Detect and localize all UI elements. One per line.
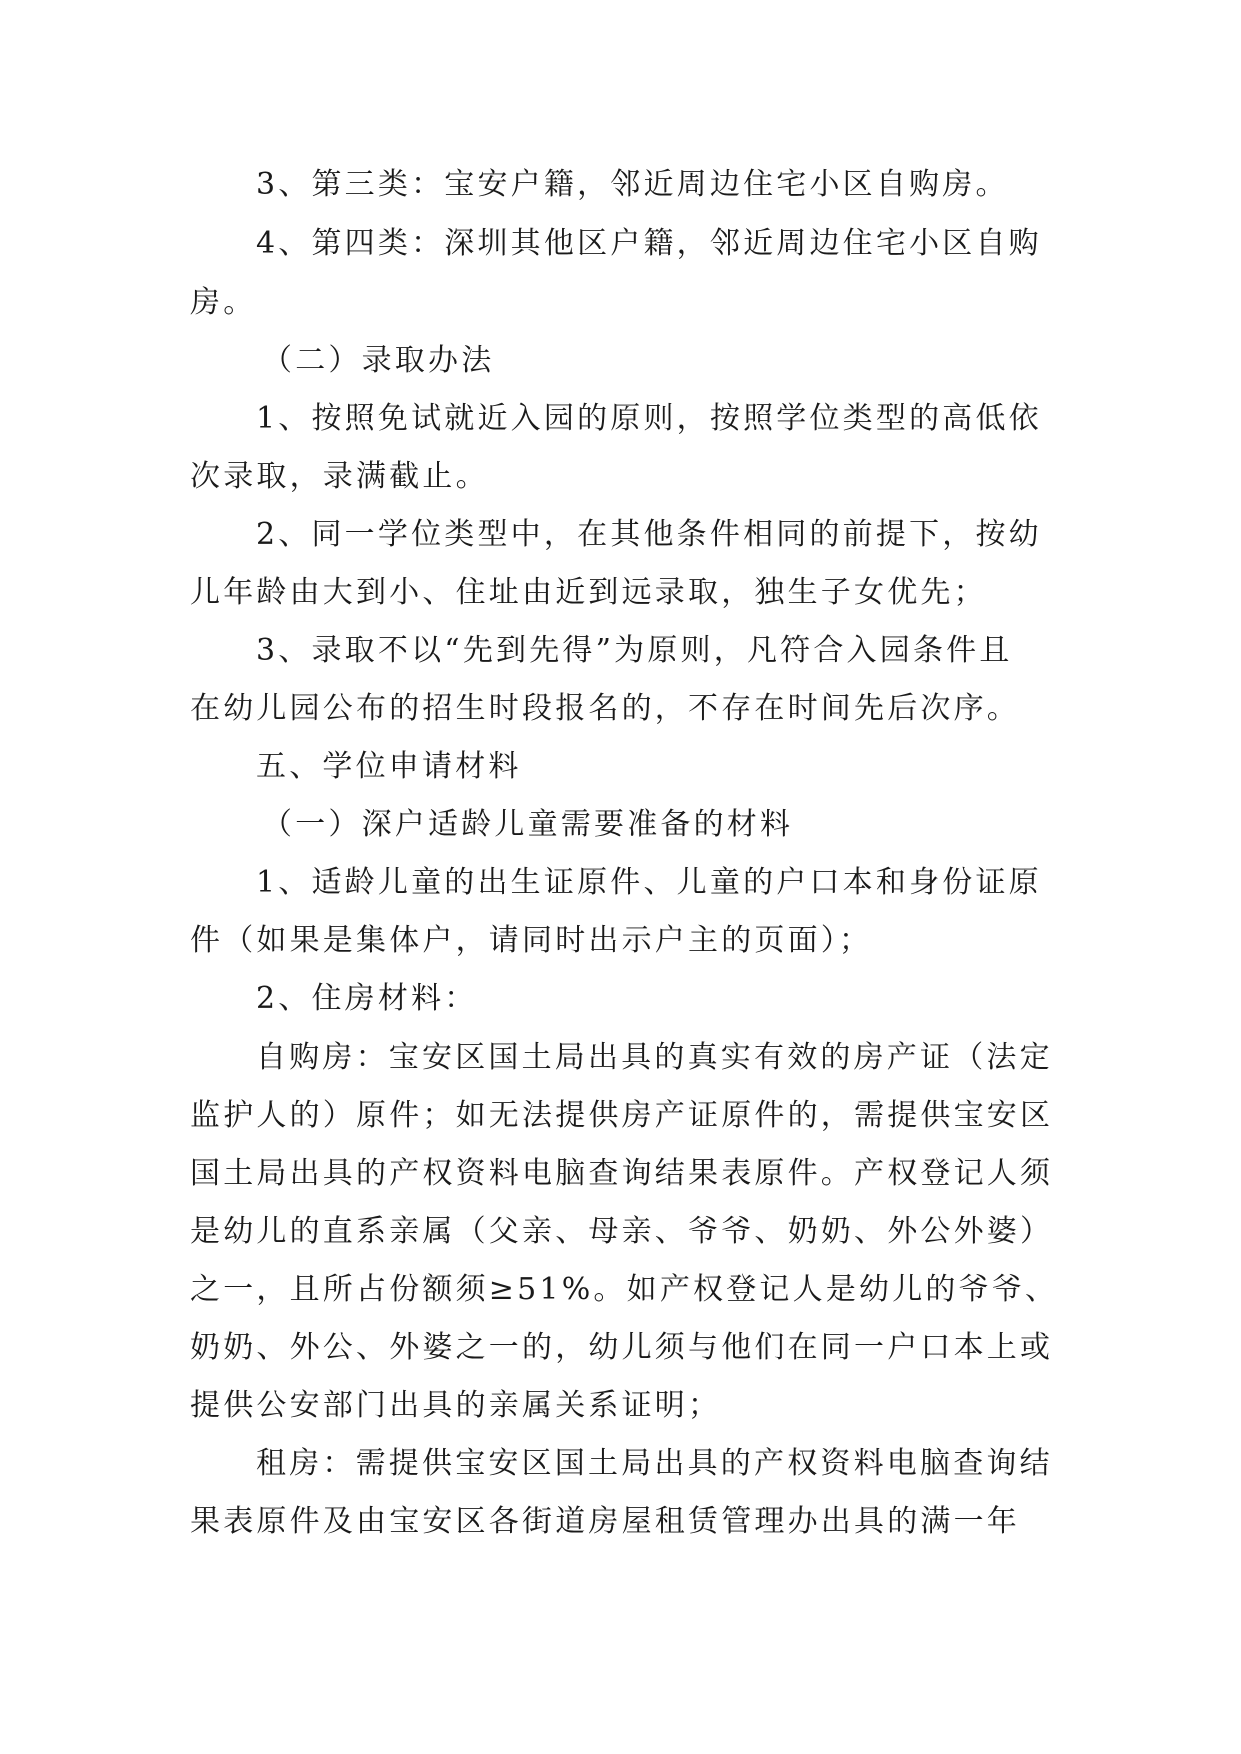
text-line: 1、适龄儿童的出生证原件、儿童的户口本和身份证原 (256, 865, 1042, 900)
section-heading: 五、学位申请材料 (256, 749, 522, 784)
text-line: 自购房：宝安区国土局出具的真实有效的房产证（法定 (256, 1040, 1053, 1075)
text-line: 1、按照免试就近入园的原则，按照学位类型的高低依 (256, 401, 1042, 436)
text-line: 提供公安部门出具的亲属关系证明； (190, 1388, 722, 1423)
text-line: 3、录取不以“先到先得”为原则，凡符合入园条件且 (256, 633, 1013, 668)
text-line: 是幼儿的直系亲属（父亲、母亲、爷爷、奶奶、外公外婆） (190, 1214, 1054, 1249)
text-line: 件（如果是集体户，请同时出示户主的页面）； (190, 923, 873, 958)
text-line: 2、同一学位类型中，在其他条件相同的前提下，按幼 (256, 517, 1042, 552)
text-line: 儿年龄由大到小、住址由近到远录取，独生子女优先； (190, 575, 987, 610)
text-line: 次录取，录满截止。 (190, 459, 489, 494)
text-line: 在幼儿园公布的招生时段报名的，不存在时间先后次序。 (190, 691, 1020, 726)
text-line: 监护人的）原件；如无法提供房产证原件的，需提供宝安区 (190, 1098, 1054, 1133)
section-heading: （一）深户适龄儿童需要准备的材料 (262, 807, 794, 842)
text-line: 3、第三类：宝安户籍，邻近周边住宅小区自购房。 (256, 167, 1009, 202)
section-heading: （二）录取办法 (262, 343, 495, 378)
text-line: 4、第四类：深圳其他区户籍，邻近周边住宅小区自购 (256, 226, 1042, 261)
text-line: 奶奶、外公、外婆之一的，幼儿须与他们在同一户口本上或 (190, 1330, 1054, 1365)
text-line: 租房：需提供宝安区国土局出具的产权资料电脑查询结 (256, 1446, 1053, 1481)
text-line: 果表原件及由宝安区各街道房屋租赁管理办出具的满一年 (190, 1504, 1020, 1539)
text-line: 之一，且所占份额须≥51%。如产权登记人是幼儿的爷爷、 (190, 1272, 1059, 1307)
text-line: 2、住房材料： (256, 981, 478, 1016)
text-line: 房。 (190, 285, 257, 320)
text-line: 国土局出具的产权资料电脑查询结果表原件。产权登记人须 (190, 1156, 1054, 1191)
